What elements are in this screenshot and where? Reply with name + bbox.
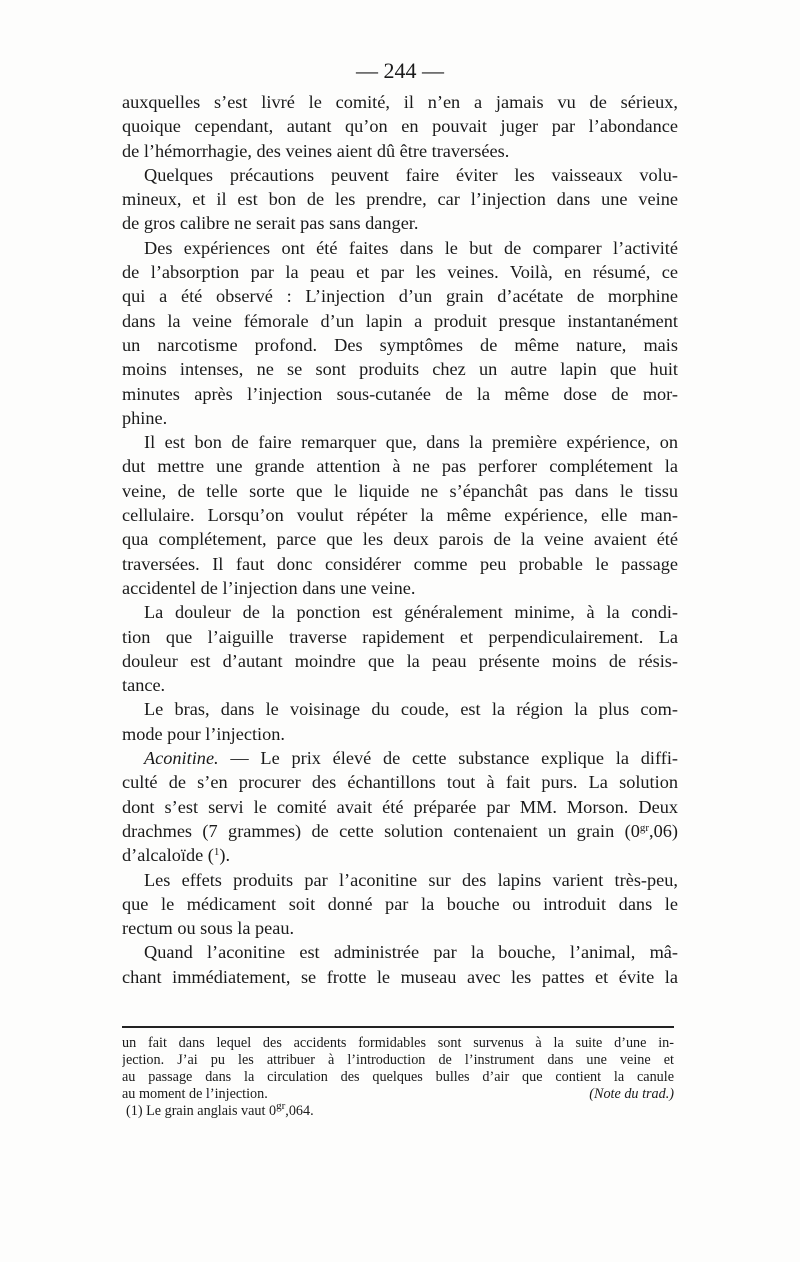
text-line: que le médicament soit donné par la bouche ou introduit dans le <box>122 893 678 914</box>
text-line: Des expériences ont été faites dans le but de comparer l’activité <box>144 237 678 258</box>
footnote-text: (1) Le grain anglais vaut 0 <box>126 1103 277 1119</box>
text-line: rectum ou sous la peau. <box>122 918 295 939</box>
footnote-rule <box>122 1026 674 1028</box>
text-run: d’alcaloïde ( <box>122 845 214 866</box>
text-line: Le bras, dans le voisinage du coude, est la région la plus com- <box>144 699 678 720</box>
text-line: traversées. Il faut donc considérer comme peu probable le passage <box>122 553 678 574</box>
text-line: dont s’est servi le comité avait été préparée par MM. Morson. Deux <box>122 796 678 817</box>
text-line: de l’absorption par la peau et par les veines. Voilà, en résumé, ce <box>122 262 678 283</box>
text-line: veine, de telle sorte que le liquide ne s’épanchât pas dans le tissu <box>122 480 678 501</box>
text-line: Quand l’aconitine est administrée par la bouche, l’animal, mâ- <box>144 942 678 963</box>
superscript-gr: gr <box>276 1103 286 1112</box>
text-line: douleur est d’autant moindre que la peau présente moins de résis- <box>122 650 678 671</box>
text-line: moins intenses, ne se sont produits chez un autre lapin que huit <box>122 359 678 380</box>
page-number: — 244 — <box>356 58 444 83</box>
footnotes <box>122 1035 674 1120</box>
text-line: tion que l’aiguille traverse rapidement et perpendiculairement. La <box>122 626 678 647</box>
text-line: La douleur de la ponction est généralement minime, à la condi- <box>144 602 678 623</box>
text-line-alcaloide <box>122 843 678 867</box>
footnote-text: ,064. <box>285 1103 314 1119</box>
text-line: mode pour l’injection. <box>122 723 285 744</box>
text-run: drachmes (7 grammes) de cette solution contenaient un grain (0 <box>122 820 640 841</box>
text-run: ). <box>219 845 231 866</box>
text-line: qua complétement, parce que les deux parois de la veine avaient été <box>122 529 678 550</box>
text-line-drachmes <box>122 819 678 843</box>
text-line: Les effets produits par l’aconitine sur des lapins varient très-peu, <box>144 869 678 890</box>
text-line: phine. <box>122 407 168 428</box>
text-line: un narcotisme profond. Des symptômes de même nature, mais <box>122 334 678 355</box>
text-run: — Le prix élevé de cette substance explique la diffi- <box>218 748 678 769</box>
footnote-marker: 1 <box>213 846 220 859</box>
text-line: accidentel de l’injection dans une veine. <box>122 577 416 598</box>
body-text <box>122 90 678 989</box>
text-line: culté de s’en procurer des échantillons tout à fait purs. La solution <box>122 772 678 793</box>
text-line: Quelques précautions peuvent faire éviter les vaisseaux volu- <box>144 164 678 185</box>
translator-note: (Note du trad.) <box>589 1086 674 1102</box>
text-line: de gros calibre ne serait pas sans danger. <box>122 213 419 234</box>
text-line: auxquelles s’est livré le comité, il n’en a jamais vu de sérieux, <box>122 92 678 112</box>
text-line: qui a été observé : L’injection d’un grain d’acétate de morphine <box>122 286 678 307</box>
text-line: de l’hémorrhagie, des veines aient dû être traversées. <box>122 140 510 161</box>
text-line: tance. <box>122 675 166 696</box>
text-line: minutes après l’injection sous-cutanée de la même dose de mor- <box>122 383 678 404</box>
text-line: dut mettre une grande attention à ne pas perforer complétement la <box>122 456 678 477</box>
footnote-line: jection. J’ai pu les attribuer à l’introduction de l’instrument dans une veine et <box>122 1052 674 1068</box>
footnote-line: un fait dans lequel des accidents formidables sont survenus à la suite d’une in- <box>122 1035 674 1051</box>
text-run: ,06) <box>649 820 678 841</box>
text-line: dans la veine fémorale d’un lapin a produit presque instantanément <box>122 310 678 331</box>
text-line-aconitine <box>122 746 678 770</box>
text-line: quoique cependant, autant qu’on en pouvait juger par l’abondance <box>122 116 678 137</box>
text-line: cellulaire. Lorsqu’on voulut répéter la même expérience, elle man- <box>122 505 678 526</box>
section-heading-aconitine: Aconitine. <box>144 748 219 769</box>
text-line: mineux, et il est bon de les prendre, car l’injection dans une veine <box>122 189 678 210</box>
text-line: Il est bon de faire remarquer que, dans la première expérience, on <box>144 432 678 453</box>
footnote-line: au passage dans la circulation des quelques bulles d’air que contient la canule <box>122 1069 674 1085</box>
text-line: chant immédiatement, se frotte le museau avec les pattes et évite la <box>122 966 678 987</box>
footnote-grain <box>122 1103 674 1120</box>
superscript-gr: gr <box>639 821 650 834</box>
footnote-line-signoff <box>122 1086 674 1103</box>
footnote-text: au moment de l’injection. <box>122 1086 268 1102</box>
